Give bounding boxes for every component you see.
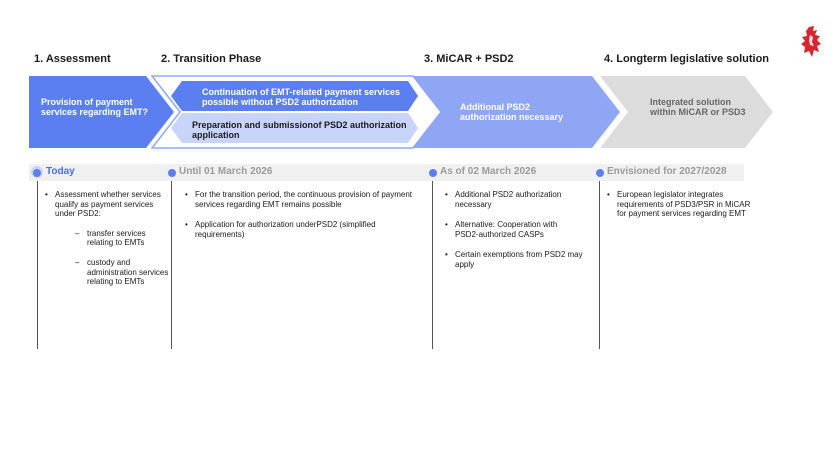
- phase-title-micar: 3. MiCAR + PSD2: [424, 53, 514, 65]
- timeline-line-1: [37, 181, 38, 349]
- transition-top-text: Continuation of EMT-related payment services possible without PSD2 authorization: [202, 87, 401, 107]
- phase-title-longterm: 4. Longterm legislative solution: [604, 53, 770, 65]
- timeline-line-4: [599, 181, 600, 349]
- assessment-box-text: Provision of payment services regarding EMT?: [41, 97, 149, 117]
- column-longterm: [605, 190, 755, 230]
- micar-dot-icon: [429, 169, 437, 177]
- transition-bottom-text: Preparation and submissionof PSD2 authorization application: [192, 120, 407, 140]
- bullet-longterm-1: • European legislator integrates requirements of PSD3/PSR in MiCAR for payment services regarding EMT: [605, 190, 755, 219]
- column-assessment: [43, 190, 173, 298]
- bullet-transition-1: • For the transition period, the continuous provision of payment services regarding EMT remains possible: [183, 190, 413, 209]
- bullet-micar-3: • Certain exemptions from PSD2 may apply: [443, 250, 583, 269]
- longterm-box-text: Integrated solution within MiCAR or PSD3: [650, 97, 746, 117]
- date-longterm: Envisioned for 2027/2028: [607, 166, 727, 177]
- date-transition: Until 01 March 2026: [179, 166, 273, 177]
- bullet-micar-1: • Additional PSD2 authorization necessary: [443, 190, 583, 209]
- longterm-dot-icon: [596, 169, 604, 177]
- sub-bullet-custody: – custody and administration services relating to EMTs: [43, 258, 173, 287]
- column-micar: [443, 190, 583, 281]
- timeline-line-3: [432, 181, 433, 349]
- phase-title-transition: 2. Transition Phase: [161, 53, 262, 65]
- bullet-transition-2: • Application for authorization underPSD2 (simplified requirements): [183, 220, 413, 239]
- phase-title-assessment: 1. Assessment: [34, 53, 111, 65]
- today-dot-icon: [33, 169, 41, 177]
- date-today: Today: [46, 166, 75, 177]
- process-chevrons: [0, 0, 839, 160]
- sub-bullet-transfer: – transfer services relating to EMTs: [43, 229, 173, 248]
- column-transition: [183, 190, 413, 250]
- bullet-assessment: • Assessment whether services qualify as payment services under PSD2:: [43, 190, 173, 219]
- bullet-micar-2: • Alternative: Cooperation with PSD2-authorized CASPs: [443, 220, 583, 239]
- transition-dot-icon: [168, 169, 176, 177]
- micar-box-text: Additional PSD2 authorization necessary: [460, 102, 564, 122]
- date-micar: As of 02 March 2026: [440, 166, 537, 177]
